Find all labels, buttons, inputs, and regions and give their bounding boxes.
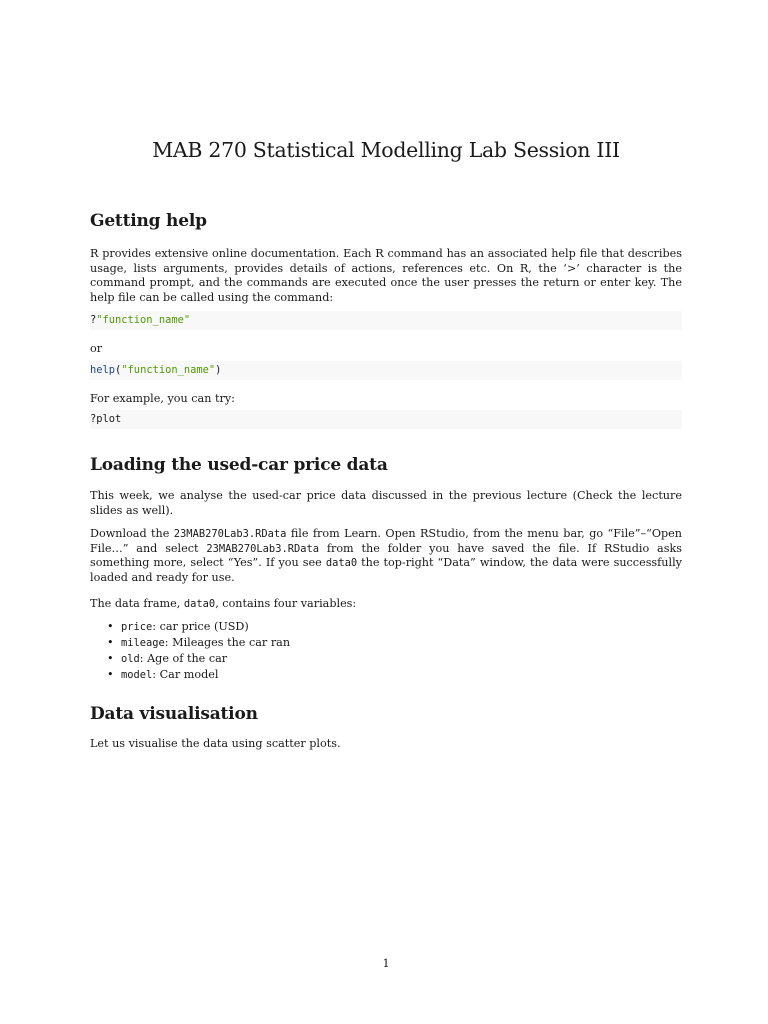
text-run: file from Learn. Open RStudio, from the menu bar, go “File”–“Open File…” and select: [90, 527, 682, 555]
document-title: MAB 270 Statistical Modelling Lab Session III: [152, 138, 620, 162]
list-item: [90, 635, 682, 651]
variable-name: old: [121, 653, 140, 665]
code-block-help-question: [90, 311, 682, 330]
code-block-plot: ?plot: [90, 410, 682, 429]
list-item: [90, 651, 682, 667]
code-paren-open: (: [115, 364, 122, 376]
file-name: 23MAB270Lab3.RData: [173, 528, 287, 540]
bullet: •: [107, 668, 114, 681]
code-block-help-function: [90, 361, 682, 380]
bullet: •: [107, 636, 114, 649]
variable-description: : Mileages the car ran: [164, 636, 291, 649]
getting-help-paragraph: R provides extensive online documentation. Each R command has an associated help file that describes usage, lists arguments, provides details of actions, references etc. On R, the ‘>’ character is the command prompt, and the commands are executed once the user presses the return or enter key. The help file can be called using the command:: [90, 247, 682, 304]
code-string: "function_name": [96, 314, 191, 326]
example-text: For example, you can try:: [90, 392, 235, 405]
text-run: the top-right “Data” window, the data were successfully loaded and ready for use.: [90, 556, 682, 584]
variable-name: data0: [183, 598, 216, 610]
or-text: or: [90, 342, 103, 355]
variable-name: data0: [325, 557, 358, 570]
variable-description: : Car model: [152, 668, 219, 681]
document-page: [90, 0, 682, 1024]
text-run: The data frame,: [90, 597, 184, 610]
loading-paragraph-intro: This week, we analyse the used-car price data discussed in the previous lecture (Check the lecture slides as well).: [90, 489, 682, 517]
variable-description: : Age of the car: [139, 652, 228, 665]
list-item: [90, 619, 682, 635]
text-run: , contains four variables:: [215, 597, 357, 610]
bullet: •: [107, 620, 114, 633]
text-run: from the folder you have saved the file. If RStudio asks something more, select “Yes”. If you see: [90, 541, 682, 570]
page-number: 1: [382, 957, 390, 970]
file-name: 23MAB270Lab3.RData: [206, 542, 319, 555]
heading-getting-help: Getting help: [90, 211, 207, 231]
visualisation-paragraph: Let us visualise the data using scatter plots.: [90, 737, 341, 750]
code-function: help: [90, 364, 116, 376]
bullet: •: [107, 652, 114, 665]
list-item: [90, 667, 682, 683]
loading-paragraph-download: [90, 527, 682, 585]
heading-loading-data: Loading the used-car price data: [90, 455, 388, 475]
variable-name: mileage: [121, 637, 165, 649]
text-run: Download the: [90, 527, 174, 540]
variable-description: : car price (USD): [152, 620, 249, 633]
variable-name: model: [121, 669, 153, 681]
loading-paragraph-dataframe: [90, 597, 682, 612]
variable-name: price: [121, 621, 153, 633]
code-paren-close: ): [215, 364, 222, 376]
code-string: "function_name": [121, 364, 216, 376]
heading-data-visualisation: Data visualisation: [90, 704, 258, 724]
variable-list: [90, 619, 682, 683]
code-prefix: ?: [90, 314, 97, 326]
